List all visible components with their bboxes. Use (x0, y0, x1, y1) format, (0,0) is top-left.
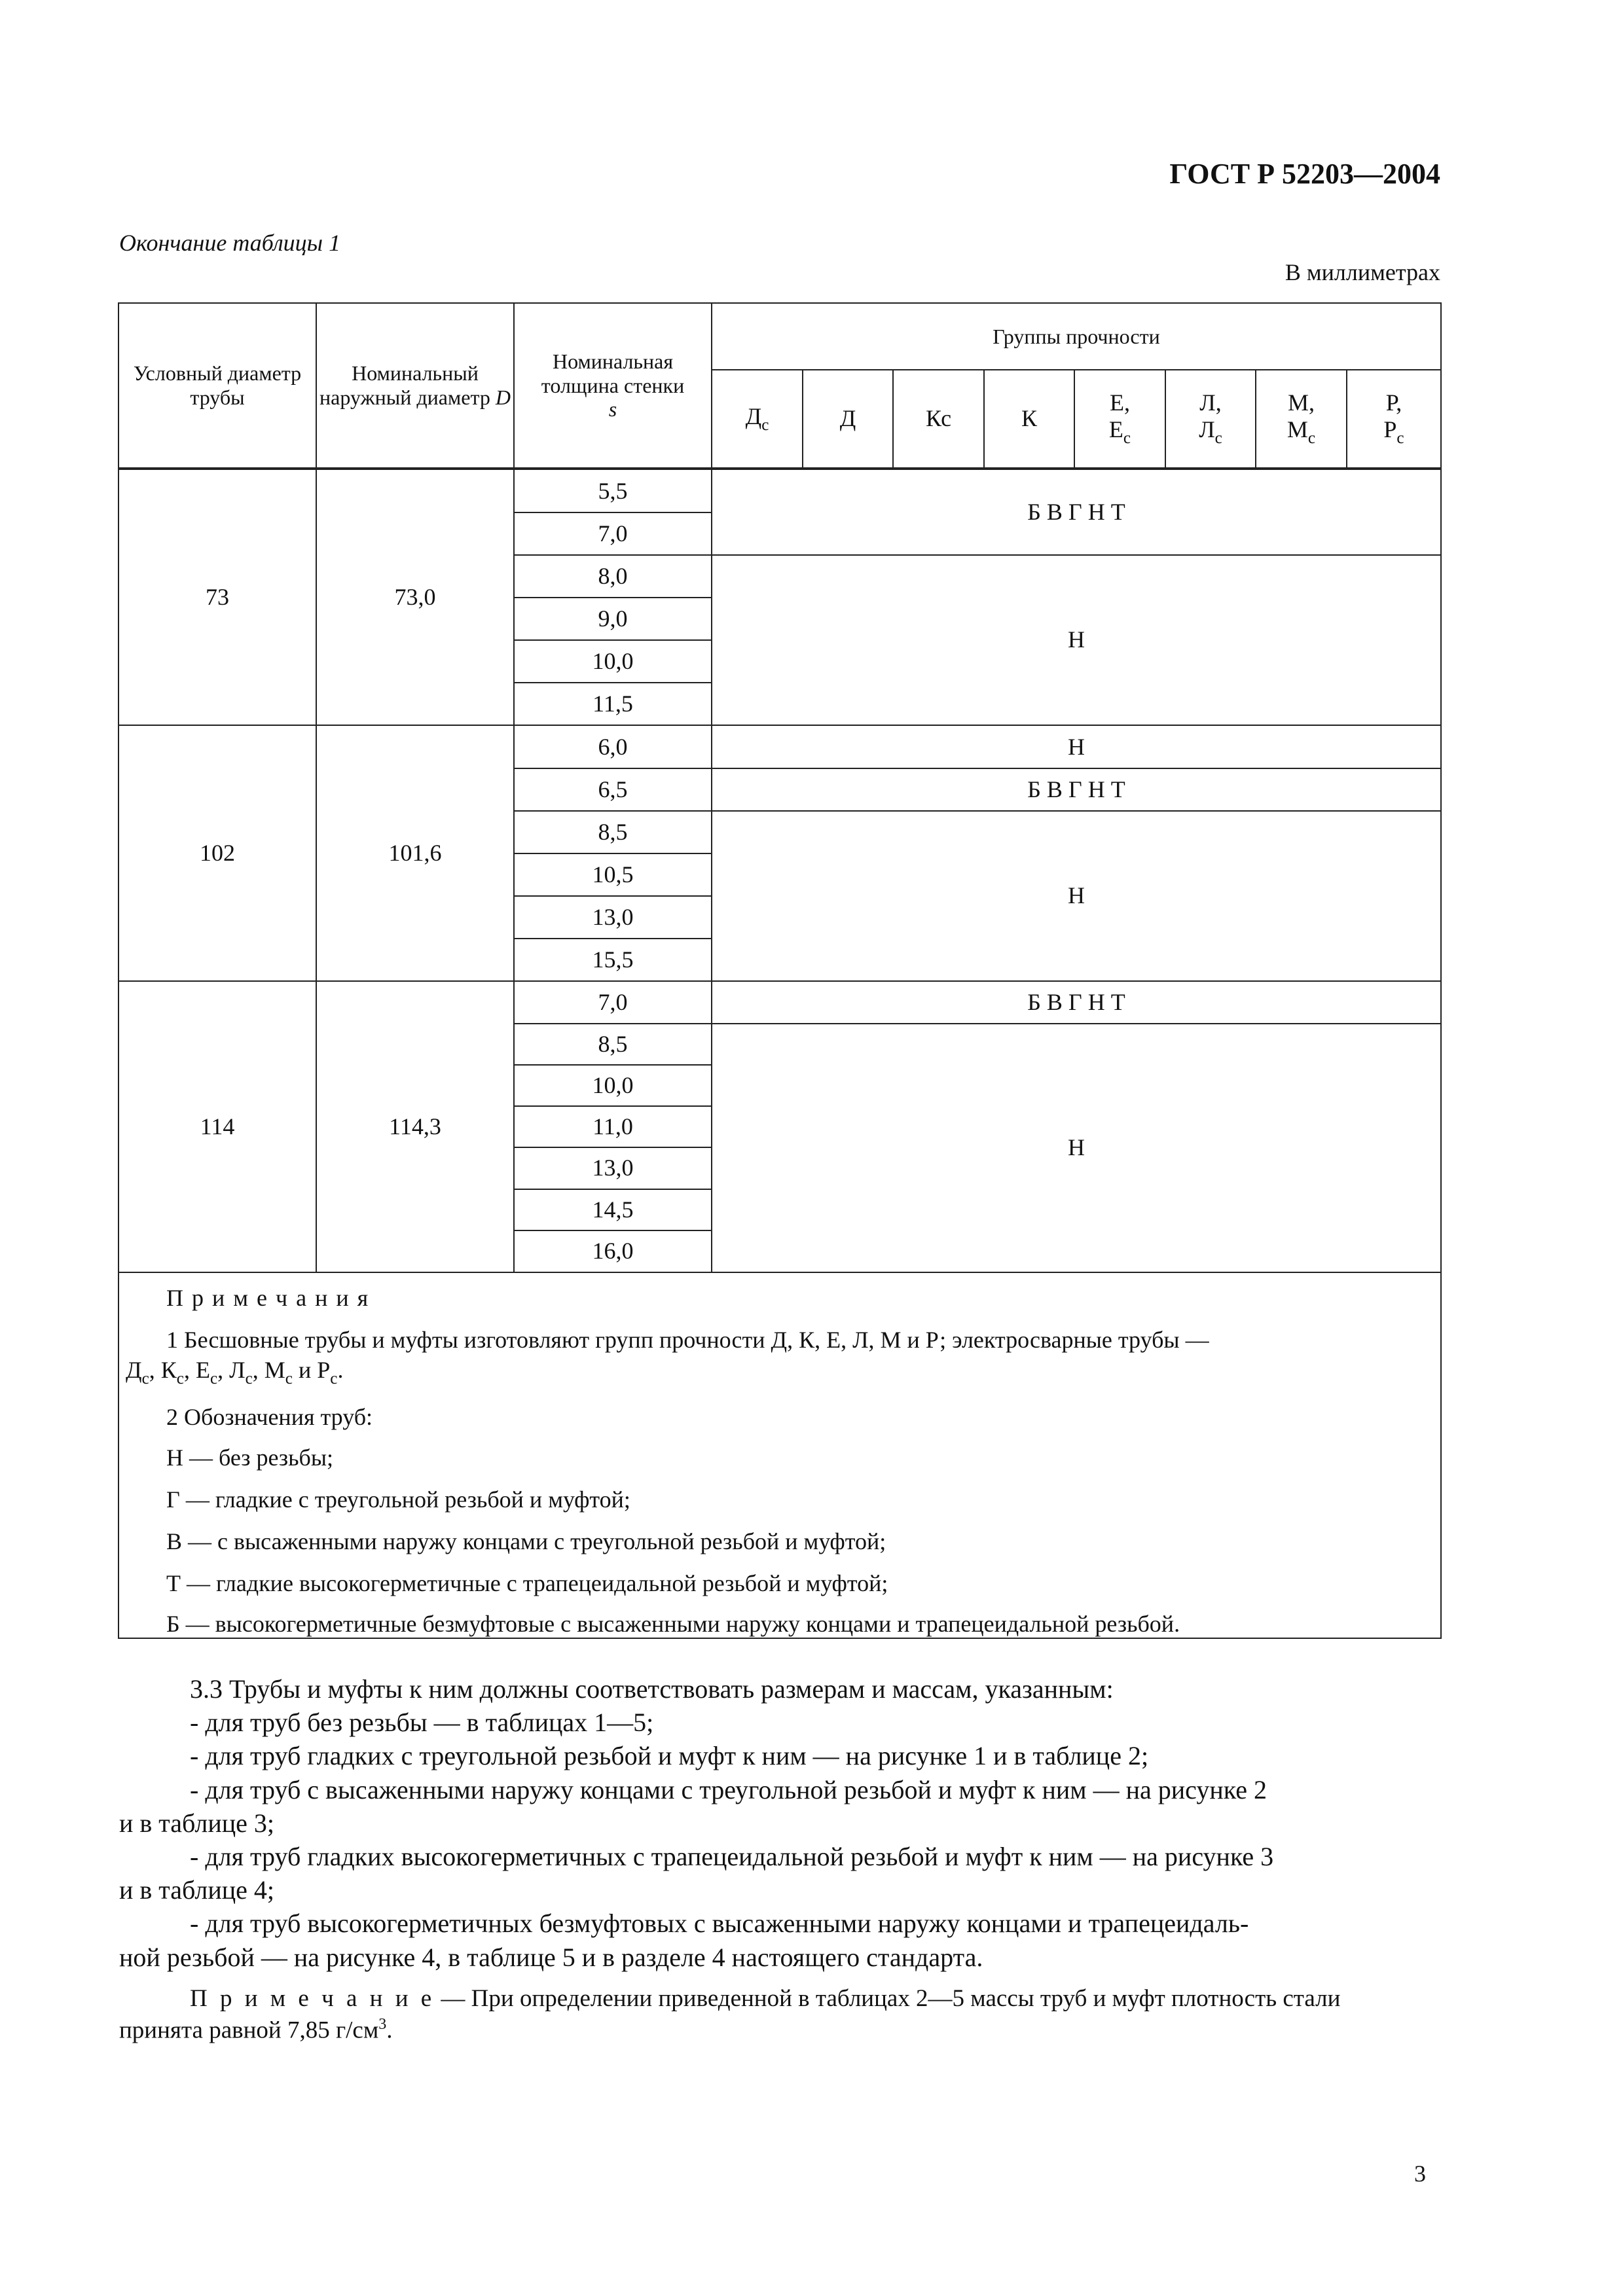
rule (515, 768, 1440, 769)
note-label: П р и м е ч а н и е (190, 1985, 435, 2012)
wall-thickness-cell: 10,0 (592, 647, 634, 674)
section-3-3 (119, 1672, 1442, 1974)
designation-span: Б В Г Н Т (1027, 989, 1125, 1016)
rule (515, 1147, 711, 1148)
section-item: - для труб с высаженными наружу концами с треугольной резьбой и муфт к ним — на рисунке 2 (190, 1774, 1267, 1804)
nominal-diameter-cell: 102 (200, 840, 235, 867)
rule (515, 682, 711, 683)
group-header (894, 370, 983, 467)
designation-item: В — с высаженными наружу концами с треугольной резьбой и муфтой; (166, 1528, 886, 1554)
rule (515, 1230, 711, 1231)
group-header (985, 370, 1074, 467)
nominal-diameter-cell: 73 (206, 584, 229, 611)
designation-item: Б — высокогерметичные безмуфтовые с высаженными наружу концами и трапецеидальной резьбой. (166, 1611, 1180, 1637)
wall-thickness-cell: 16,0 (592, 1238, 634, 1265)
group-label: К (1021, 405, 1037, 432)
rule (1255, 369, 1256, 469)
designation-span: Н (1068, 882, 1085, 909)
outer-diameter-cell: 101,6 (388, 840, 442, 867)
wall-thickness-cell: 7,0 (598, 989, 628, 1016)
outer-diameter-cell: 73,0 (394, 584, 436, 611)
wall-thickness-cell: 7,0 (598, 520, 628, 547)
wall-thickness-cell: 14,5 (592, 1196, 634, 1223)
wall-thickness-cell: 13,0 (592, 1155, 634, 1181)
outer-diameter-cell: 114,3 (389, 1113, 441, 1140)
group-label: Л, (1199, 389, 1222, 416)
wall-thickness-cell: 11,5 (593, 690, 633, 717)
header-outer-diameter (317, 304, 513, 467)
group-subscript: с (1396, 429, 1404, 448)
rule (515, 1064, 711, 1066)
note-end: . (386, 2017, 393, 2044)
rule (515, 853, 711, 854)
designation-span: Б В Г Н Т (1027, 499, 1125, 526)
note-1-continuation (126, 1356, 343, 1388)
rule (802, 369, 803, 469)
units-label: В миллиметрах (1285, 259, 1440, 285)
group-header (1256, 370, 1346, 467)
subscript: с (210, 1369, 218, 1388)
rule (515, 512, 711, 513)
section-item-continuation: и в таблице 3; (119, 1808, 275, 1838)
header-wall-thickness-label: Номинальная толщина стенки (541, 349, 685, 397)
rule (515, 1189, 711, 1190)
rule (515, 810, 1440, 812)
section-item: - для труб без резьбы — в таблицах 1—5; (190, 1708, 654, 1738)
header-outer-diameter-label: Номинальный наружный диаметр (319, 361, 490, 409)
wall-thickness-cell: 15,5 (592, 946, 634, 973)
group-subscript: с (1214, 429, 1222, 448)
rule (515, 938, 711, 939)
note-text: — При определении приведенной в таблицах 2—5 массы труб и муфт плотность стали (441, 1985, 1341, 2012)
rule (892, 369, 894, 469)
wall-thickness-cell: 6,5 (598, 776, 628, 802)
wall-thickness-cell: 8,0 (598, 562, 628, 589)
subscript: с (330, 1369, 338, 1388)
note-text: , Л (217, 1357, 246, 1383)
group-label: Е, (1110, 389, 1130, 416)
section-item: - для труб гладких высокогерметичных с трапецеидальной резьбой и муфт к ним — на рисунке 3 (190, 1841, 1274, 1871)
group-label: Д (745, 403, 762, 429)
note-text: Д (126, 1357, 142, 1383)
group-header (1347, 370, 1440, 467)
rule (515, 1105, 711, 1107)
section-item-continuation: и в таблице 4; (119, 1875, 275, 1905)
group-subscript: с (1123, 429, 1131, 448)
rule (1346, 369, 1347, 469)
header-wall-thickness (515, 304, 711, 467)
designation-span: Н (1068, 626, 1085, 653)
wall-thickness-cell: 10,5 (592, 861, 634, 888)
group-header (1075, 370, 1165, 467)
page-number: 3 (1414, 2161, 1426, 2187)
rule (515, 639, 711, 641)
note-1: 1 Бесшовные трубы и муфты изготовляют групп прочности Д, К, Е, Л, М и Р; электросварные трубы — (166, 1327, 1209, 1353)
group-label: Р, (1385, 389, 1402, 416)
group-subscript: с (1307, 429, 1316, 448)
designation-item: Н — без резьбы; (166, 1444, 334, 1471)
wall-thickness-cell: 10,0 (592, 1071, 634, 1098)
rule (1074, 369, 1075, 469)
wall-thickness-cell: 9,0 (598, 605, 628, 632)
superscript: 3 (378, 2016, 387, 2034)
wall-thickness-cell: 5,5 (598, 477, 628, 504)
subscript: с (141, 1369, 149, 1388)
wall-thickness-cell: 13,0 (592, 903, 634, 930)
notes-title: П р и м е ч а н и я (166, 1285, 370, 1311)
section-item-continuation: ной резьбой — на рисунке 4, в таблице 5 и в разделе 4 настоящего стандарта. (119, 1942, 983, 1972)
document-code: ГОСТ Р 52203—2004 (1169, 158, 1440, 190)
group-label-line2: Р (1383, 416, 1397, 443)
section-item: - для труб высокогерметичных безмуфтовых с высаженными наружу концами и трапецеидаль- (190, 1909, 1249, 1939)
subscript: с (176, 1369, 184, 1388)
group-header (1166, 370, 1255, 467)
section-item: - для труб гладких с треугольной резьбой и муфт к ним — на рисунке 1 и в таблице 2; (190, 1741, 1149, 1771)
group-header (712, 370, 802, 467)
header-outer-diameter-symbol: D (495, 386, 511, 409)
group-label: Кс (925, 405, 952, 432)
note-text: , Е (183, 1357, 210, 1383)
note-text: . (337, 1357, 344, 1383)
group-label-line2: Л (1199, 416, 1215, 443)
rule (119, 1272, 1440, 1273)
wall-thickness-cell: 11,0 (593, 1113, 633, 1139)
rule (515, 554, 1440, 556)
header-nominal-pipe: Условный диаметр трубы (133, 361, 302, 409)
header-wall-thickness-symbol: s (608, 397, 617, 422)
designation-item: Г — гладкие с треугольной резьбой и муфтой; (166, 1486, 630, 1513)
header-strength-groups: Группы прочности (993, 324, 1160, 348)
designation-span: Н (1068, 733, 1085, 760)
designation-span: Б В Г Н Т (1027, 776, 1125, 802)
wall-thickness-cell: 8,5 (598, 1030, 628, 1057)
rule (712, 369, 1440, 370)
rule (1165, 369, 1166, 469)
group-header (803, 370, 892, 467)
rule (515, 597, 711, 598)
rule (515, 1023, 1440, 1024)
strength-groups-table (118, 302, 1442, 1639)
nominal-diameter-cell: 114 (200, 1113, 235, 1140)
designation-span: Н (1068, 1134, 1085, 1161)
section-note (119, 1983, 1442, 2047)
note-text: , М (252, 1357, 285, 1383)
table-caption: Окончание таблицы 1 (119, 230, 341, 256)
subscript: с (285, 1369, 293, 1388)
group-label: Д (839, 405, 856, 432)
wall-thickness-cell: 6,0 (598, 733, 628, 760)
rule (515, 895, 711, 897)
rule (983, 369, 985, 469)
section-lead: 3.3 Трубы и муфты к ним должны соответствовать размерам и массам, указанным: (190, 1674, 1114, 1704)
wall-thickness-cell: 8,5 (598, 818, 628, 845)
designation-item: Т — гладкие высокогерметичные с трапецеидальной резьбой и муфтой; (166, 1570, 888, 1596)
note-text: , К (149, 1357, 177, 1383)
group-label-line2: Е (1108, 416, 1123, 443)
note-2: 2 Обозначения труб: (166, 1404, 373, 1430)
group-label: М, (1287, 389, 1315, 416)
subscript: с (245, 1369, 253, 1388)
note-text: и Р (292, 1357, 331, 1383)
group-subscript: с (761, 416, 769, 434)
note-text-continuation: принята равной 7,85 г/см (119, 2017, 379, 2044)
group-label-line2: М (1286, 416, 1308, 443)
